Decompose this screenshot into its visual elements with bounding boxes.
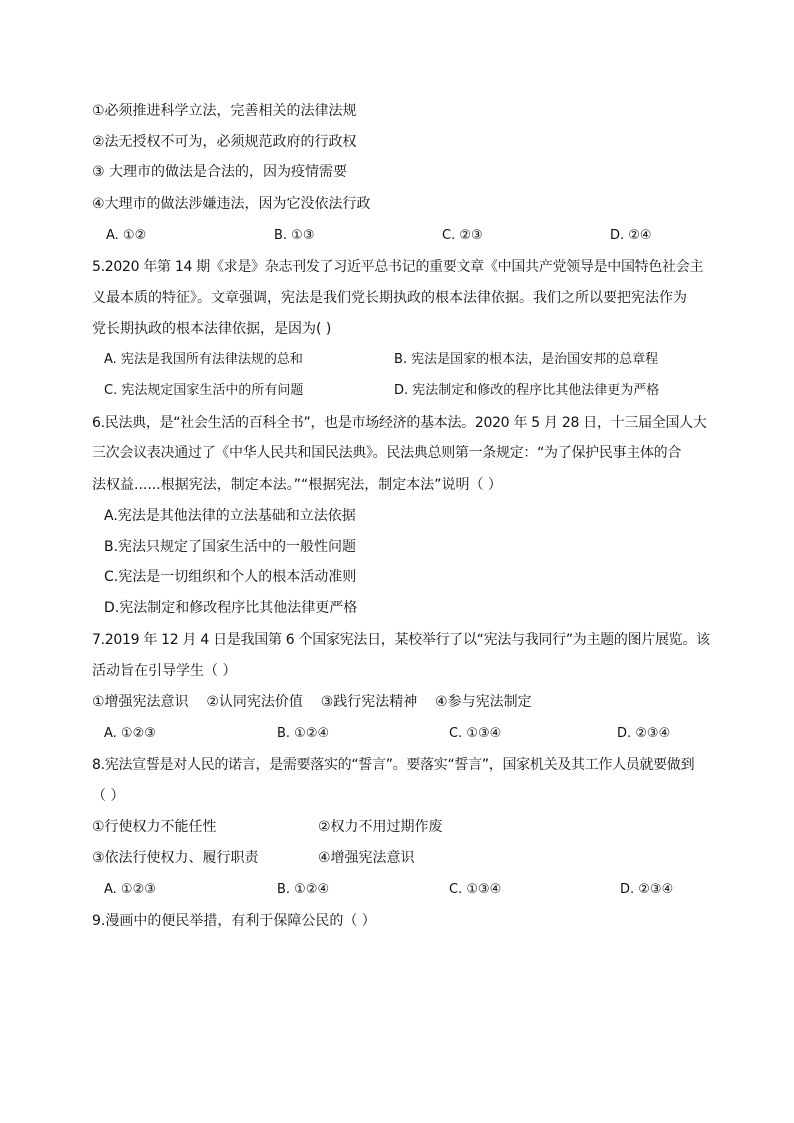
statement-1: ①必须推进科学立法，完善相关的法律法规: [92, 103, 357, 119]
q5-option-a: A. 宪法是我国所有法律法规的总和: [104, 352, 303, 367]
q8-option-c: C. ①③④: [449, 882, 502, 897]
q8-statement-1: ①行使权力不能任性: [92, 819, 217, 835]
q5-stem-line-1: 5.2020 年第 14 期《求是》杂志刊发了习近平总书记的重要文章《中国共产党领导是中国特色社会主: [92, 259, 704, 275]
q8-option-b: B. ①②④: [277, 882, 330, 897]
q7-stem-line-1: 7.2019 年 12 月 4 日是我国第 6 个国家宪法日，某校举行了以“宪法与我同行”为主题的图片展览。该: [92, 632, 710, 648]
statement-4: ④大理市的做法涉嫌违法，因为它没依法行政: [92, 196, 371, 212]
q8-option-d: D. ②③④: [620, 882, 674, 897]
q7-option-d: D. ②③④: [617, 726, 671, 741]
q5-stem-line-3: 党长期执政的根本法律依据，是因为( ): [92, 321, 332, 337]
q8-statement-3: ③依法行使权力、履行职责: [92, 850, 259, 866]
q5-option-c: C. 宪法规定国家生活中的所有问题: [104, 383, 304, 398]
q5-stem-line-2: 义最本质的特征》。文章强调，宪法是我们党长期执政的根本法律依据。我们之所以要把宪法作为: [92, 290, 687, 306]
q8-stem-line-1: 8.宪法宣誓是对人民的诺言，是需要落实的“誓言”。要落实“誓言”，国家机关及其工作人员就要做到: [92, 757, 695, 773]
q9-stem: 9.漫画中的便民举措，有利于保障公民的（ ）: [92, 913, 376, 929]
q7-statements: ①增强宪法意识 ②认同宪法价值 ③践行宪法精神 ④参与宪法制定: [92, 694, 532, 710]
q6-stem-line-1: 6.民法典，是“社会生活的百科全书”，也是市场经济的基本法。2020 年 5 月 28 日，十三届全国人大: [92, 415, 707, 431]
q6-option-d: D.宪法制定和修改程序比其他法律更严格: [104, 600, 358, 616]
q8-statement-4: ④增强宪法意识: [318, 850, 415, 866]
q8-statement-2: ②权力不用过期作废: [318, 819, 443, 835]
q7-option-a: A. ①②③: [104, 726, 156, 741]
q5-option-d: D. 宪法制定和修改的程序比其他法律更为严格: [394, 383, 660, 398]
statement-3: ③ 大理市的做法是合法的，因为疫情需要: [92, 164, 347, 180]
q6-stem-line-3: 法权益......根据宪法，制定本法。”“根据宪法，制定本法”说明（ ）: [92, 477, 502, 493]
q4-option-a: A. ①②: [106, 228, 147, 243]
q4-option-b: B. ①③: [274, 228, 315, 243]
q8-option-a: A. ①②③: [104, 882, 156, 897]
q7-option-b: B. ①②④: [277, 726, 330, 741]
q4-option-d: D. ②④: [610, 228, 652, 243]
q6-option-c: C.宪法是一切组织和个人的根本活动准则: [104, 569, 357, 585]
q6-option-a: A.宪法是其他法律的立法基础和立法依据: [104, 508, 356, 524]
q8-stem-line-2: （ ）: [92, 788, 125, 804]
q6-option-b: B.宪法只规定了国家生活中的一般性问题: [104, 539, 357, 555]
q5-option-b: B. 宪法是国家的根本法，是治国安邦的总章程: [394, 352, 659, 367]
q7-option-c: C. ①③④: [449, 726, 502, 741]
statement-2: ②法无授权不可为，必须规范政府的行政权: [92, 134, 357, 150]
q7-stem-line-2: 活动旨在引导学生（ ）: [92, 663, 237, 679]
q4-option-c: C. ②③: [442, 228, 483, 243]
q6-stem-line-2: 三次会议表决通过了《中华人民共和国民法典》。民法典总则第一条规定：“为了保护民事主体的合: [92, 445, 682, 461]
